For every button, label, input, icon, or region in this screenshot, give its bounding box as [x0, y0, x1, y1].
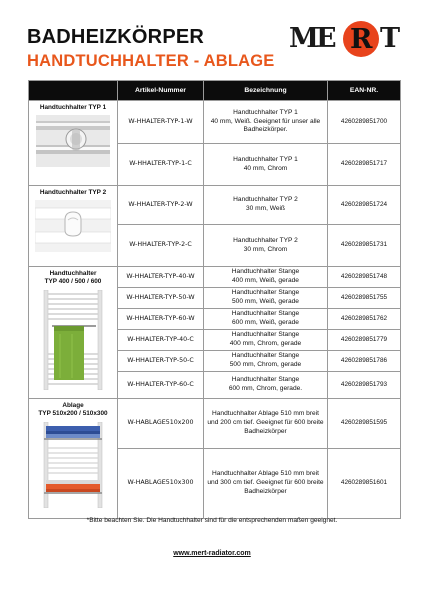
footnote: *Bitte beachten Sie. Die Handtuchhalter sind für die entsprechenden maßen geeignet.	[86, 517, 338, 524]
table-row	[29, 399, 401, 449]
description-cell: Handtuchhalter Stange 400 mm, Chrom, gerade	[204, 330, 328, 351]
description-cell: Handtuchhalter Stange 600 mm, Weiß, gerade	[204, 309, 328, 330]
article-number-cell: W-HHALTER-TYP-40-C	[118, 330, 204, 351]
description-cell: Handtuchhalter Stange 400 mm, Weiß, gerade	[204, 267, 328, 288]
product-cell-ablage	[29, 399, 118, 519]
logo-letter-t: T	[380, 23, 401, 54]
ean-cell: 4260289851601	[328, 449, 401, 519]
ean-cell: 4260289851786	[328, 351, 401, 372]
product-table	[28, 80, 401, 519]
ean-cell: 4260289851793	[328, 372, 401, 399]
product-cell-stange	[29, 267, 118, 399]
ean-cell: 4260289851779	[328, 330, 401, 351]
ean-cell: 4260289851595	[328, 399, 401, 449]
description-cell: Handtuchhalter Ablage 510 mm breit und 300 cm tief. Geeignet für 600 breite Badheizkörper	[204, 449, 328, 519]
ean-cell: 4260289851748	[328, 267, 401, 288]
table-row	[29, 186, 401, 225]
col-header-product	[29, 81, 118, 101]
product-name: Handtuchhalter TYP 1	[39, 104, 107, 111]
product-cell-typ1	[29, 101, 118, 186]
article-number-cell: W-HHALTER-TYP-50-W	[118, 288, 204, 309]
logo-letter-r: R	[350, 24, 373, 55]
description-cell: Handtuchhalter Stange 600 mm, Chrom, gerade.	[204, 372, 328, 399]
website-link[interactable]: www.mert-radiator.com	[173, 550, 251, 557]
col-header-article-number: Artikel-Nummer	[118, 81, 204, 101]
ean-cell: 4260289851762	[328, 309, 401, 330]
description-cell: Handtuchhalter TYP 2 30 mm, Weiß	[204, 186, 328, 225]
article-number-cell: W-HHALTER-TYP-40-W	[118, 267, 204, 288]
article-number-cell: W-HHALTER-TYP-1-C	[118, 144, 204, 186]
description-cell: Handtuchhalter Stange 500 mm, Chrom, gerade	[204, 351, 328, 372]
article-number-cell: W-HHALTER-TYP-50-C	[118, 351, 204, 372]
description-cell: Handtuchhalter TYP 2 30 mm, Chrom	[204, 225, 328, 267]
article-number-cell: W-HABLAGE510x200	[118, 399, 204, 449]
towel-shelf-image	[40, 422, 106, 508]
col-header-ean: EAN-NR.	[328, 81, 401, 101]
article-number-cell: W-HHALTER-TYP-60-W	[118, 309, 204, 330]
mert-logo	[289, 22, 405, 56]
description-cell: Handtuchhalter Stange 500 mm, Weiß, gerade	[204, 288, 328, 309]
col-header-description: Bezeichnung	[204, 81, 328, 101]
description-cell: Handtuchhalter TYP 1 40 mm, Chrom	[204, 144, 328, 186]
description-cell: Handtuchhalter TYP 1 40 mm, Weiß. Geeignet für unser alle Badheizkörper.	[204, 101, 328, 144]
article-number-cell: W-HABLAGE510x300	[118, 449, 204, 519]
product-name: Handtuchhalter TYP 2	[39, 189, 107, 196]
logo-letter-m: M	[289, 23, 319, 54]
ean-cell: 4260289851700	[328, 101, 401, 144]
table-row	[29, 267, 401, 288]
article-number-cell: W-HHALTER-TYP-2-W	[118, 186, 204, 225]
ean-cell: 4260289851724	[328, 186, 401, 225]
ean-cell: 4260289851755	[328, 288, 401, 309]
radiator-with-towel-image	[40, 290, 106, 390]
product-name: Handtuchhalter TYP 400 / 500 / 600	[44, 270, 102, 286]
towel-holder-typ1-image	[36, 115, 110, 167]
article-number-cell: W-HHALTER-TYP-1-W	[118, 101, 204, 144]
logo-letter-e: E	[316, 23, 337, 54]
page-subtitle: HANDTUCHHALTER - ABLAGE	[27, 52, 275, 70]
description-cell: Handtuchhalter Ablage 510 mm breit und 200 cm tief. Geeignet für 600 breite Badheizkörper	[204, 399, 328, 449]
product-cell-typ2	[29, 186, 118, 267]
article-number-cell: W-HHALTER-TYP-60-C	[118, 372, 204, 399]
ean-cell: 4260289851731	[328, 225, 401, 267]
table-row	[29, 101, 401, 144]
table-header-row	[29, 81, 401, 101]
ean-cell: 4260289851717	[328, 144, 401, 186]
article-number-cell: W-HHALTER-TYP-2-C	[118, 225, 204, 267]
page-title: BADHEIZKÖRPER	[27, 26, 205, 48]
towel-holder-typ2-image	[35, 200, 111, 252]
product-name: Ablage TYP 510x200 / 510x300	[38, 402, 108, 418]
